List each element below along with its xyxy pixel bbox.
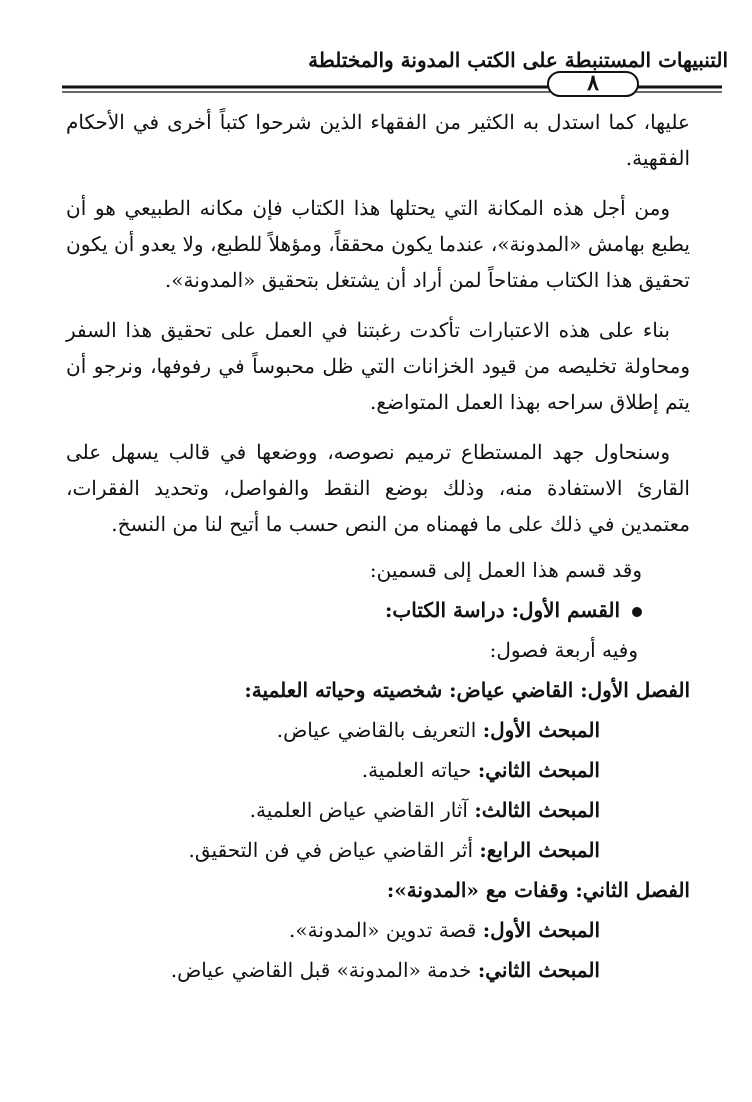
item-text: حياته العلمية. [361,758,472,782]
ch2-item-1 [66,910,690,950]
item-label: المبحث الرابع: [479,838,600,862]
ch1-item-4 [66,830,690,870]
item-text: قصة تدوين «المدونة». [289,918,477,942]
page-number: ٨ [587,70,599,96]
paragraph-2: ومن أجل هذه المكانة التي يحتلها هذا الكتاب فإن مكانه الطبيعي هو أن يطبع بهامش «المدونة»، عندما يكون محققاً، ومؤهلاً للطبع، ولا يعدو أن يكون تحقيق هذا الكتاب مفتاحاً لمن أراد أن يشتغل بتحقيق «المدونة». [66,196,690,292]
ch1-item-2 [66,750,690,790]
ch1-item-1 [66,710,690,750]
paragraph-4: وسنحاول جهد المستطاع ترميم نصوصه، ووضعها في قالب يسهل على القارئ الاستفادة منه، وذلك بوضع النقط والفواصل، وتحديد الفقرات، معتمدين في ذلك على ما فهمناه من النص حسب ما أتيح لنا من النسخ. [66,440,690,536]
page-number-badge [546,70,640,98]
item-label: المبحث الأول: [482,718,600,742]
item-label: المبحث الأول: [482,918,600,942]
section-1-heading: القسم الأول: دراسة الكتاب: [66,590,690,630]
paragraph-1: عليها، كما استدل به الكثير من الفقهاء الذين شرحوا كتباً أخرى في الأحكام الفقهية. [66,110,690,170]
page-body [66,104,690,990]
paragraph-3: بناء على هذه الاعتبارات تأكدت رغبتنا في العمل على تحقيق هذا السفر ومحاولة تخليصه من قيود الخزانات التي ظل محبوساً في رفوفها، ونرجو أن يتم إطلاق سراحه بهذا العمل المتواضع. [66,318,690,414]
chapter-2-heading: الفصل الثاني: وقفات مع «المدونة»: [386,878,690,902]
item-text: آثار القاضي عياض العلمية. [249,798,468,822]
outline [66,550,690,990]
ch1-item-3 [66,790,690,830]
bullet-icon [632,607,642,617]
chapter-1-heading: الفصل الأول: القاضي عياض: شخصيته وحياته العلمية: [244,678,690,702]
chapters-intro: وفيه أربعة فصول: [489,638,638,662]
ch2-item-2 [66,950,690,990]
item-text: التعريف بالقاضي عياض. [276,718,477,742]
item-text: أثر القاضي عياض في فن التحقيق. [188,838,474,862]
item-label: المبحث الثاني: [477,758,600,782]
outline-intro: وقد قسم هذا العمل إلى قسمين: [369,558,642,582]
item-label: المبحث الثالث: [474,798,600,822]
running-header-title: التنبيهات المستنبطة على الكتب المدونة والمختلطة [308,48,728,72]
item-text: خدمة «المدونة» قبل القاضي عياض. [170,958,472,982]
item-label: المبحث الثاني: [477,958,600,982]
